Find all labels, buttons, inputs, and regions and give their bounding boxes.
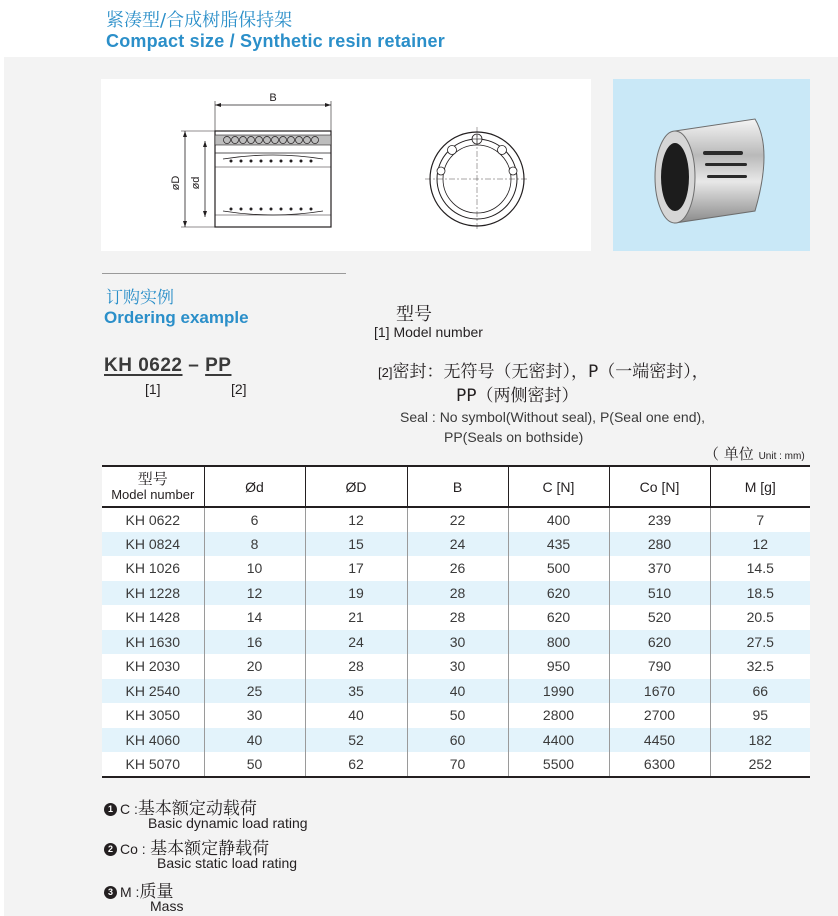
table-cell: 370 bbox=[609, 556, 710, 581]
table-cell: 2700 bbox=[609, 703, 710, 728]
table-cell: 6300 bbox=[609, 752, 710, 777]
table-cell: KH 1228 bbox=[102, 581, 204, 606]
table-cell: 18.5 bbox=[710, 581, 810, 606]
ordering-divider bbox=[102, 273, 346, 274]
table-cell: 60 bbox=[407, 728, 508, 753]
table-cell: 40 bbox=[305, 703, 407, 728]
col-header-dynamic-load: C [N] bbox=[508, 466, 609, 507]
table-cell: 620 bbox=[609, 630, 710, 655]
seal-description-en-line1: Seal : No symbol(Without seal), P(Seal one end), bbox=[400, 409, 706, 425]
col-header-length: B bbox=[407, 466, 508, 507]
table-cell: 12 bbox=[305, 507, 407, 532]
specification-table bbox=[102, 465, 810, 778]
table-cell: 28 bbox=[407, 581, 508, 606]
note-key: Co : bbox=[120, 841, 146, 857]
dimension-arrow bbox=[215, 103, 221, 107]
table-cell: 62 bbox=[305, 752, 407, 777]
table-cell: 19 bbox=[305, 581, 407, 606]
dimension-arrow bbox=[325, 103, 331, 107]
table-cell: 252 bbox=[710, 752, 810, 777]
dimension-arrow bbox=[203, 211, 207, 217]
dimension-arrow bbox=[183, 131, 187, 137]
col-header-en: Model number bbox=[111, 486, 195, 502]
table-cell: 24 bbox=[305, 630, 407, 655]
table-cell: 8 bbox=[204, 532, 305, 557]
col-header-static-load: Co [N] bbox=[609, 466, 710, 507]
dimension-arrow bbox=[203, 141, 207, 147]
note-key: C : bbox=[120, 801, 138, 817]
table-cell: KH 5070 bbox=[102, 752, 204, 777]
table-cell: 52 bbox=[305, 728, 407, 753]
table-cell: KH 1630 bbox=[102, 630, 204, 655]
model-number-label-en: [1] Model number bbox=[374, 324, 483, 340]
seal-ref: [2] bbox=[378, 365, 393, 380]
table-cell: 28 bbox=[305, 654, 407, 679]
ordering-ref-1: [1] bbox=[145, 381, 161, 397]
table-cell: 5500 bbox=[508, 752, 609, 777]
table-cell: 4400 bbox=[508, 728, 609, 753]
bearing-drawing bbox=[101, 79, 591, 251]
table-cell: 95 bbox=[710, 703, 810, 728]
table-cell: 30 bbox=[204, 703, 305, 728]
table-cell: 30 bbox=[407, 630, 508, 655]
product-photo-panel bbox=[613, 79, 810, 251]
bearing-bore bbox=[661, 143, 689, 211]
note-text-en: Basic dynamic load rating bbox=[148, 815, 308, 831]
table-row bbox=[102, 605, 810, 630]
table-cell: 14 bbox=[204, 605, 305, 630]
table-cell: 70 bbox=[407, 752, 508, 777]
technical-drawing-panel bbox=[101, 79, 591, 251]
table-row bbox=[102, 728, 810, 753]
table-cell: 1990 bbox=[508, 679, 609, 704]
seal-description-en-line2: PP(Seals on bothside) bbox=[444, 429, 584, 445]
table-row bbox=[102, 679, 810, 704]
note-key: M : bbox=[120, 884, 140, 900]
seal-description-cn bbox=[378, 357, 709, 382]
table-cell: KH 1026 bbox=[102, 556, 204, 581]
page-title-cn: 紧凑型/合成树脂保持架 bbox=[106, 10, 293, 31]
table-cell: 66 bbox=[710, 679, 810, 704]
note-text-cn: 基本额定动载荷 bbox=[137, 799, 257, 819]
table-cell: 6 bbox=[204, 507, 305, 532]
seal-description-cn-line1: 密封：无符号（无密封），P（一端密封）， bbox=[392, 362, 709, 382]
note-number-badge: 1 bbox=[104, 803, 117, 816]
table-cell: 50 bbox=[204, 752, 305, 777]
table-row bbox=[102, 507, 810, 532]
ball-row-bottom-dots bbox=[230, 208, 313, 211]
table-cell: KH 1428 bbox=[102, 605, 204, 630]
note-number-badge: 3 bbox=[104, 886, 117, 899]
table-row bbox=[102, 654, 810, 679]
table-row bbox=[102, 630, 810, 655]
table-cell: 10 bbox=[204, 556, 305, 581]
table-cell: 27.5 bbox=[710, 630, 810, 655]
bearing-photo bbox=[613, 79, 810, 251]
dimension-d-label: ød bbox=[190, 176, 202, 190]
table-cell: 20 bbox=[204, 654, 305, 679]
table-cell: 790 bbox=[609, 654, 710, 679]
note-mass bbox=[104, 877, 184, 914]
table-cell: 182 bbox=[710, 728, 810, 753]
table-cell: KH 2540 bbox=[102, 679, 204, 704]
table-cell: 26 bbox=[407, 556, 508, 581]
table-cell: 800 bbox=[508, 630, 609, 655]
table-cell: 24 bbox=[407, 532, 508, 557]
table-cell: 239 bbox=[609, 507, 710, 532]
note-text-cn: 基本额定静载荷 bbox=[150, 839, 270, 859]
table-cell: 620 bbox=[508, 605, 609, 630]
unit-label-en: Unit : mm) bbox=[758, 451, 805, 462]
table-cell: 15 bbox=[305, 532, 407, 557]
dimension-arrow bbox=[183, 221, 187, 227]
table-cell: 2800 bbox=[508, 703, 609, 728]
table-cell: 22 bbox=[407, 507, 508, 532]
table-cell: 50 bbox=[407, 703, 508, 728]
note-text-en: Basic static load rating bbox=[157, 855, 298, 871]
dimension-od-label: øD bbox=[170, 175, 182, 191]
table-cell: 30 bbox=[407, 654, 508, 679]
table-cell: 28 bbox=[407, 605, 508, 630]
seal-description-cn-line2: PP（两侧密封） bbox=[456, 386, 579, 406]
table-cell: KH 0622 bbox=[102, 507, 204, 532]
ordering-title-en: Ordering example bbox=[104, 308, 249, 327]
col-header-cn: 型号 bbox=[137, 469, 168, 488]
table-cell: 435 bbox=[508, 532, 609, 557]
dimension-b-label: B bbox=[269, 92, 277, 104]
note-number-badge: 2 bbox=[104, 843, 117, 856]
ordering-code-separator: – bbox=[182, 355, 206, 376]
unit-label-cn: （ 单位 bbox=[704, 445, 754, 463]
note-dynamic-load bbox=[104, 794, 308, 831]
table-cell: KH 4060 bbox=[102, 728, 204, 753]
table-cell: 14.5 bbox=[710, 556, 810, 581]
ordering-title-cn: 订购实例 bbox=[106, 288, 174, 308]
table-cell: 40 bbox=[407, 679, 508, 704]
col-header-outer-diameter: ØD bbox=[305, 466, 407, 507]
table-cell: 12 bbox=[710, 532, 810, 557]
table-cell: 25 bbox=[204, 679, 305, 704]
ordering-code-model: KH 0622 bbox=[104, 355, 183, 376]
model-number-label-cn: 型号 bbox=[396, 304, 432, 325]
table-cell: 12 bbox=[204, 581, 305, 606]
col-header-inner-diameter: Ød bbox=[204, 466, 305, 507]
col-header-mass: M [g] bbox=[710, 466, 810, 507]
table-cell: 16 bbox=[204, 630, 305, 655]
ball-row-mid-dots bbox=[230, 160, 313, 163]
table-cell: 510 bbox=[609, 581, 710, 606]
table-cell: 32.5 bbox=[710, 654, 810, 679]
table-cell: 21 bbox=[305, 605, 407, 630]
ordering-code bbox=[104, 355, 231, 377]
table-cell: 17 bbox=[305, 556, 407, 581]
table-row bbox=[102, 532, 810, 557]
table-cell: 4450 bbox=[609, 728, 710, 753]
ordering-ref-2: [2] bbox=[231, 381, 247, 397]
table-cell: 400 bbox=[508, 507, 609, 532]
note-text-en: Mass bbox=[150, 898, 184, 914]
table-cell: 280 bbox=[609, 532, 710, 557]
ordering-code-seal: PP bbox=[205, 355, 232, 376]
table-cell: 620 bbox=[508, 581, 609, 606]
unit-label bbox=[704, 443, 805, 464]
table-cell: KH 3050 bbox=[102, 703, 204, 728]
table-header-row bbox=[102, 466, 810, 507]
table-cell: 7 bbox=[710, 507, 810, 532]
table-row bbox=[102, 703, 810, 728]
table-row bbox=[102, 752, 810, 777]
note-static-load bbox=[104, 834, 298, 871]
table-cell: 1670 bbox=[609, 679, 710, 704]
table-row bbox=[102, 581, 810, 606]
col-header-model bbox=[102, 466, 204, 507]
table-row bbox=[102, 556, 810, 581]
table-cell: 950 bbox=[508, 654, 609, 679]
note-text-cn: 质量 bbox=[139, 882, 174, 902]
page-title-en: Compact size / Synthetic resin retainer bbox=[106, 31, 445, 51]
table-cell: 500 bbox=[508, 556, 609, 581]
bearing-end-view bbox=[425, 127, 529, 231]
table-cell: 20.5 bbox=[710, 605, 810, 630]
table-cell: KH 2030 bbox=[102, 654, 204, 679]
table-cell: 35 bbox=[305, 679, 407, 704]
table-cell: 40 bbox=[204, 728, 305, 753]
table-cell: KH 0824 bbox=[102, 532, 204, 557]
table-cell: 520 bbox=[609, 605, 710, 630]
